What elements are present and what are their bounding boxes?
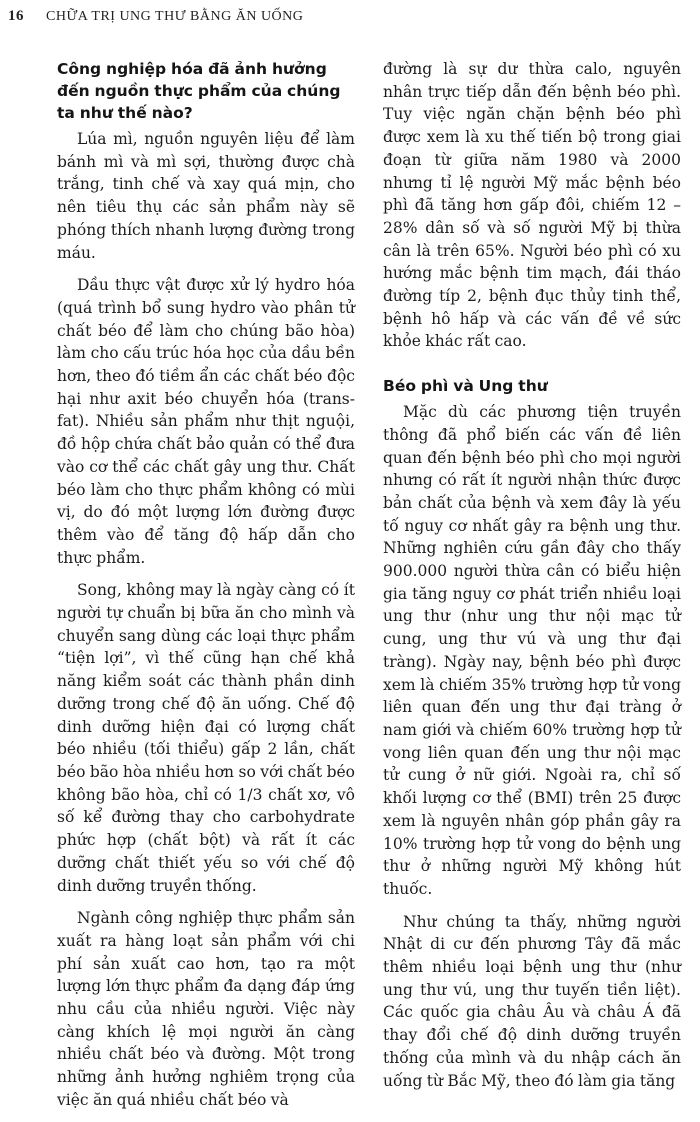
section-heading-obesity-cancer: Béo phì và Ung thư	[383, 377, 548, 396]
left-column	[57, 58, 355, 1122]
paragraph: Song, không may là ngày càng có ít người tự chuẩn bị bữa ăn cho mình và chuyển sang dùng các loại thực phẩm “tiện lợi”, vì thế cũng hạn chế khả năng kiểm soát các thành phần dinh dưỡng trong chế độ ăn uống. Chế độ dinh dưỡng hiện đại có lượng chất béo nhiều (tối thiểu) gấp 2 lần, chất béo bão hòa nhiều hơn so với chất béo không bão hòa, chỉ có 1/3 chất xơ, vô số kể đường thay cho carbohydrate phức hợp (chất bột) và rất ít các dưỡng chất thiết yếu so với chế độ dinh dưỡng truyền thống.	[57, 581, 355, 895]
paragraph: Ngành công nghiệp thực phẩm sản xuất ra hàng loạt sản phẩm với chi phí sản xuất cao hơn, tạo ra một lượng lớn thực phẩm đa dạng đáp ứng nhu cầu của nhiều người. Việc này càng khích lệ mọi người ăn càng nhiều chất béo và đường. Một trong những ảnh hưởng nghiêm trọng của việc ăn quá nhiều chất béo và	[57, 909, 355, 1109]
paragraph: Dầu thực vật được xử lý hydro hóa (quá trình bổ sung hydro vào phân tử chất béo để làm cho chúng bão hòa) làm cho cấu trúc hóa học của dầu bền hơn, theo đó tiềm ẩn các chất béo độc hại như axit béo chuyển hóa (trans-fat). Nhiều sản phẩm như thịt nguội, đồ hộp chứa chất bảo quản có thể đưa vào cơ thể các chất gây ung thư. Chất béo làm cho thực phẩm không có mùi vị, do đó một lượng lớn đường được thêm vào để tăng độ hấp dẫn cho thực phẩm.	[57, 276, 355, 567]
paragraph-continuation: đường là sự dư thừa calo, nguyên nhân trực tiếp dẫn đến bệnh béo phì. Tuy việc ngăn chặn bệnh béo phì được xem là xu thế tiến bộ trong giai đoạn từ giữa năm 1980 và 2000 nhưng tỉ lệ người Mỹ mắc bệnh béo phì đã tăng hơn gấp đôi, chiếm 12 – 28% dân số và số người Mỹ bị thừa cân là trên 65%. Người béo phì có xu hướng mắc bệnh tim mạch, đái tháo đường típ 2, bệnh đục thủy tinh thể, bệnh hô hấp và các vấn đề về sức khỏe khác rất cao.	[383, 60, 681, 351]
section-heading-industrialization: Công nghiệp hóa đã ảnh hưởng đến nguồn thực phẩm của chúng ta như thế nào?	[57, 60, 341, 122]
page-number: 16	[8, 8, 24, 24]
paragraph: Như chúng ta thấy, những người Nhật di cư đến phương Tây đã mắc thêm nhiều loại bệnh ung thư (như ung thư vú, ung thư tuyến tiền liệt). Các quốc gia châu Âu và châu Á đã thay đổi chế độ dinh dưỡng truyền thống của mình và du nhập cách ăn uống từ Bắc Mỹ, theo đó làm gia tăng	[383, 912, 681, 1090]
paragraph: Lúa mì, nguồn nguyên liệu để làm bánh mì và mì sợi, thường được chà trắng, tinh chế và xay quá mịn, cho nên tiêu thụ các sản phẩm này sẽ phóng thích nhanh lượng đường trong máu.	[57, 130, 355, 262]
right-column	[383, 58, 681, 1102]
running-header	[8, 8, 688, 32]
running-title: CHỮA TRỊ UNG THƯ BẰNG ĂN UỐNG	[46, 9, 304, 24]
paragraph: Mặc dù các phương tiện truyền thông đã phổ biến các vấn đề liên quan đến bệnh béo phì cho mọi người nhưng có rất ít người nhận thức được bản chất của bệnh và xem đây là yếu tố nguy cơ nhất gây ra bệnh ung thư. Những nghiên cứu gần đây cho thấy 900.000 người thừa cân có biểu hiện gia tăng nguy cơ phát triển nhiều loại ung thư (như ung thư nội mạc tử cung, ung thư vú và ung thư đại tràng). Ngày nay, bệnh béo phì được xem là chiếm 35% trường hợp tử vong liên quan đến ung thư đại tràng ở nam giới và chiếm 60% trường hợp tử vong liên quan đến ung thư nội mạc tử cung ở nữ giới. Ngoài ra, chỉ số khối lượng cơ thể (BMI) trên 25 được xem là nguyên nhân góp phần gây ra 10% trường hợp tử vong do bệnh ung thư ở những người Mỹ không hút thuốc.	[383, 403, 681, 898]
